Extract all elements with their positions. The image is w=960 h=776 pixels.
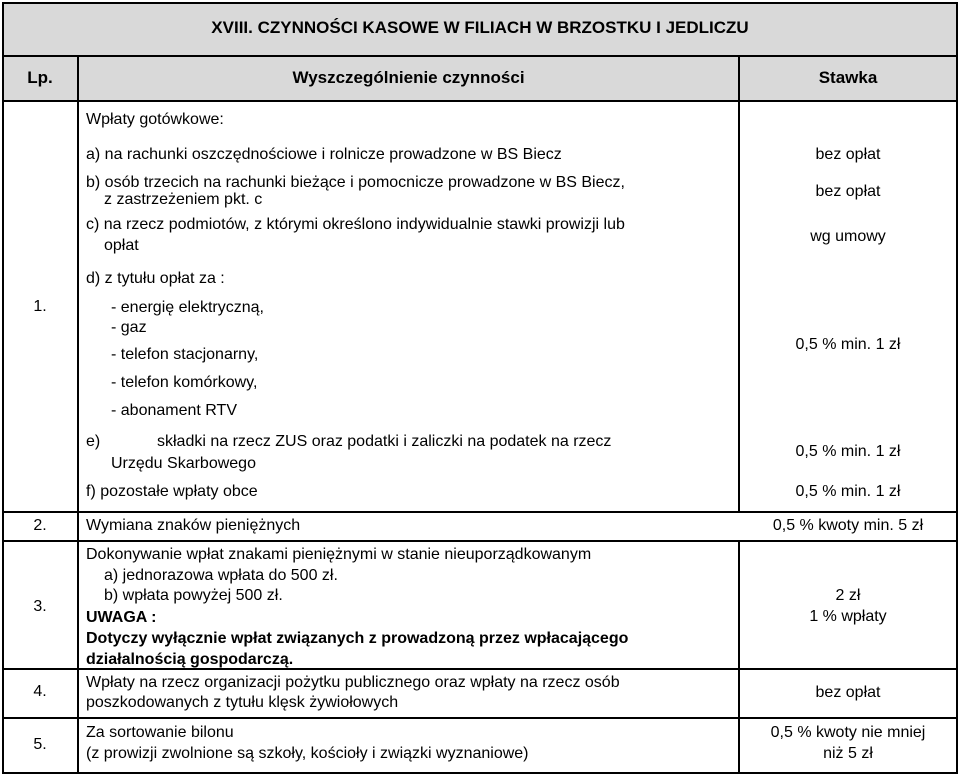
rule — [2, 540, 958, 542]
header-rate: Stawka — [818, 68, 878, 87]
row2-rate: 0,5 % kwoty min. 5 zł — [772, 517, 924, 534]
row1-item-d-rate: 0,5 % min. 1 zł — [795, 336, 901, 353]
row1-item-c-line1: c) na rzecz podmiotów, z którymi określono indywidualnie stawki prowizji lub — [86, 216, 625, 233]
row3-rate2: 1 % wpłaty — [809, 608, 887, 625]
page-title: XVIII. CZYNNOŚCI KASOWE W FILIACH W BRZOSTKU I JEDLICZU — [211, 18, 749, 37]
row1-item-c-line2: opłat — [104, 237, 139, 254]
rule — [2, 511, 958, 513]
row1-item-b-rate: bez opłat — [815, 183, 881, 200]
row3-note-line1: Dotyczy wyłącznie wpłat związanych z prowadzoną przez wpłacającego — [86, 630, 629, 647]
header-description: Wyszczególnienie czynności — [292, 68, 525, 87]
row3-note-label: UWAGA : — [86, 609, 157, 626]
row1-item-d-entry: - telefon stacjonarny, — [111, 346, 259, 363]
row1-item-d-entry: - energię elektryczną, — [111, 299, 264, 316]
row4-line2: poszkodowanych z tytułu klęsk żywiołowych — [86, 694, 399, 711]
row3-rate1: 2 zł — [835, 587, 861, 604]
rule — [77, 55, 79, 774]
rule — [956, 2, 958, 774]
row-number: 5. — [33, 736, 47, 753]
row5-rate1: 0,5 % kwoty nie mniej — [770, 724, 926, 741]
row-number: 3. — [33, 598, 47, 615]
row1-item-e-rate: 0,5 % min. 1 zł — [795, 443, 901, 460]
row3-note-line2: działalnością gospodarczą. — [86, 651, 294, 668]
row1-item-b-line2: z zastrzeżeniem pkt. c — [104, 191, 263, 208]
row3-line1: Dokonywanie wpłat znakami pieniężnymi w stanie nieuporządkowanym — [86, 546, 592, 563]
row1-item-a-rate: bez opłat — [815, 146, 881, 163]
row1-item-e-line1: składki na rzecz ZUS oraz podatki i zaliczki na podatek na rzecz — [157, 433, 612, 450]
rule — [2, 717, 958, 719]
row1-item-e-line2: Urzędu Skarbowego — [111, 455, 256, 472]
rule — [2, 100, 958, 102]
row1-item-f: f) pozostałe wpłaty obce — [86, 483, 258, 500]
rule — [2, 2, 4, 774]
row4-line1: Wpłaty na rzecz organizacji pożytku publicznego oraz wpłaty na rzecz osób — [86, 674, 620, 691]
row1-item-d-entry: - abonament RTV — [111, 402, 237, 419]
row1-item-b-line1: b) osób trzecich na rachunki bieżące i pomocnicze prowadzone w BS Biecz, — [86, 174, 625, 191]
row1-item-c-rate: wg umowy — [810, 228, 886, 245]
row1-item-f-rate: 0,5 % min. 1 zł — [795, 483, 901, 500]
row1-item-a: a) na rachunki oszczędnościowe i rolnicze prowadzone w BS Biecz — [86, 146, 562, 163]
row5-line1: Za sortowanie bilonu — [86, 724, 234, 741]
row1-item-d-intro: d) z tytułu opłat za : — [86, 270, 225, 287]
header-lp: Lp. — [27, 68, 53, 87]
row-number: 4. — [33, 683, 47, 700]
row3-item-a: a) jednorazowa wpłata do 500 zł. — [104, 567, 338, 584]
row3-item-b: b) wpłata powyżej 500 zł. — [104, 587, 283, 604]
row-number: 2. — [33, 517, 47, 534]
row1-intro: Wpłaty gotówkowe: — [86, 111, 224, 128]
row1-item-d-entry: - gaz — [111, 319, 147, 336]
row1-item-d-entry: - telefon komórkowy, — [111, 374, 258, 391]
row1-item-e-label: e) — [86, 433, 101, 450]
row-number: 1. — [33, 298, 47, 315]
row5-rate2: niż 5 zł — [823, 745, 873, 762]
row4-rate: bez opłat — [815, 684, 881, 701]
rule — [2, 55, 958, 57]
rule — [2, 2, 958, 4]
rule — [2, 772, 958, 774]
row2-text: Wymiana znaków pieniężnych — [86, 517, 301, 534]
row5-line2: (z prowizji zwolnione są szkoły, kościoły i związki wyznaniowe) — [86, 745, 529, 762]
